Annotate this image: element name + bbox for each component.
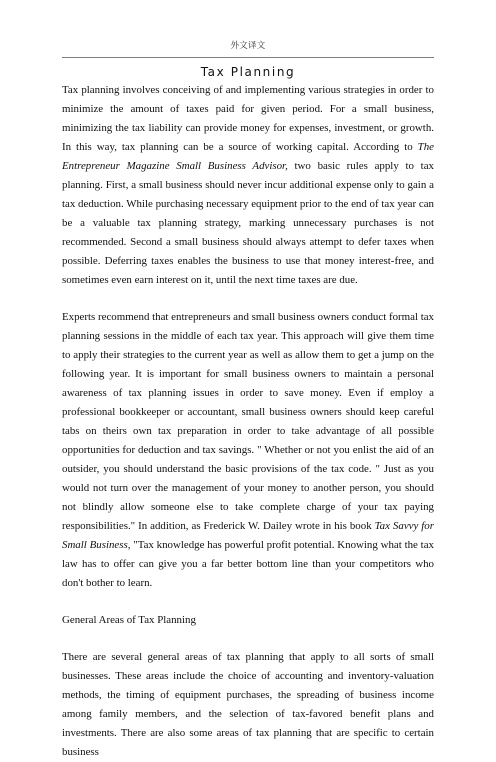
paragraph-1-text-2: two basic rules apply to tax planning. First, a small business should never incur additional expense only to gain a tax deduction. While purchasing necessary equipment prior to the end of tax year can be a valuable tax planning strategy, marking unnecessary purchases is not recommended. Second a small business should always attempt to defer taxes when possible. Deferring taxes enables the business to use that money interest-free, and sometimes even earn interest on it, until the next time taxes are due. (62, 160, 434, 286)
header-label: 外文译文 (230, 41, 266, 51)
document-body (62, 64, 434, 762)
header-rule (62, 57, 434, 58)
paragraph-2-text-2: "Tax knowledge has powerful profit potential. Knowing what the tax law has to offer can give you a far better bottom line than your competitors who don't bother to learn. (62, 539, 434, 589)
page-header (0, 0, 496, 60)
paragraph-1-text-1: Tax planning involves conceiving of and implementing various strategies in order to minimize the amount of taxes paid for given period. For a small business, minimizing the tax liability can provide money for expenses, investment, or growth. In this way, tax planning can be a source of working capital. According to (62, 84, 434, 153)
paragraph-general-areas: There are several general areas of tax planning that apply to all sorts of small businesses. These areas include the choice of accounting and inventory-valuation methods, the timing of equipment purchases, the spreading of business income among family members, and the selection of tax-favored benefit plans and investments. There are also some areas of tax planning that are specific to certain business (62, 651, 434, 758)
book-title-tax-savvy: Tax Savvy for Small Business, (62, 520, 434, 551)
paragraph-introduction (62, 81, 434, 290)
document-title: Tax Planning (200, 65, 296, 79)
book-title-entrepreneur-advisor: The Entrepreneur Magazine Small Business Advisor, (62, 141, 434, 172)
paragraph-2-text-1: Experts recommend that entrepreneurs and small business owners conduct formal tax planning sessions in the middle of each tax year. This approach will give them time to apply their strategies to the current year as well as allow them to get a jump on the following year. It is important for small business owners to maintain a personal awareness of tax planning issues in order to save money. Even if employ a professional bookkeeper or accountant, small business owners should keep careful tabs on theirs own tax preparation in order to take advantage of all possible opportunities for deduction and tax savings. " Whether or not you enlist the aid of an outsider, you should understand the basic provisions of the tax code. " Just as you would not turn over the management of your money to another person, you should not blindly allow someone else to take complete charge of your tax paying responsibilities." In addition, as Frederick W. Dailey wrote in his book (62, 311, 434, 532)
section-heading: General Areas of Tax Planning (62, 614, 196, 626)
paragraph-tax-planning-sessions (62, 308, 434, 593)
